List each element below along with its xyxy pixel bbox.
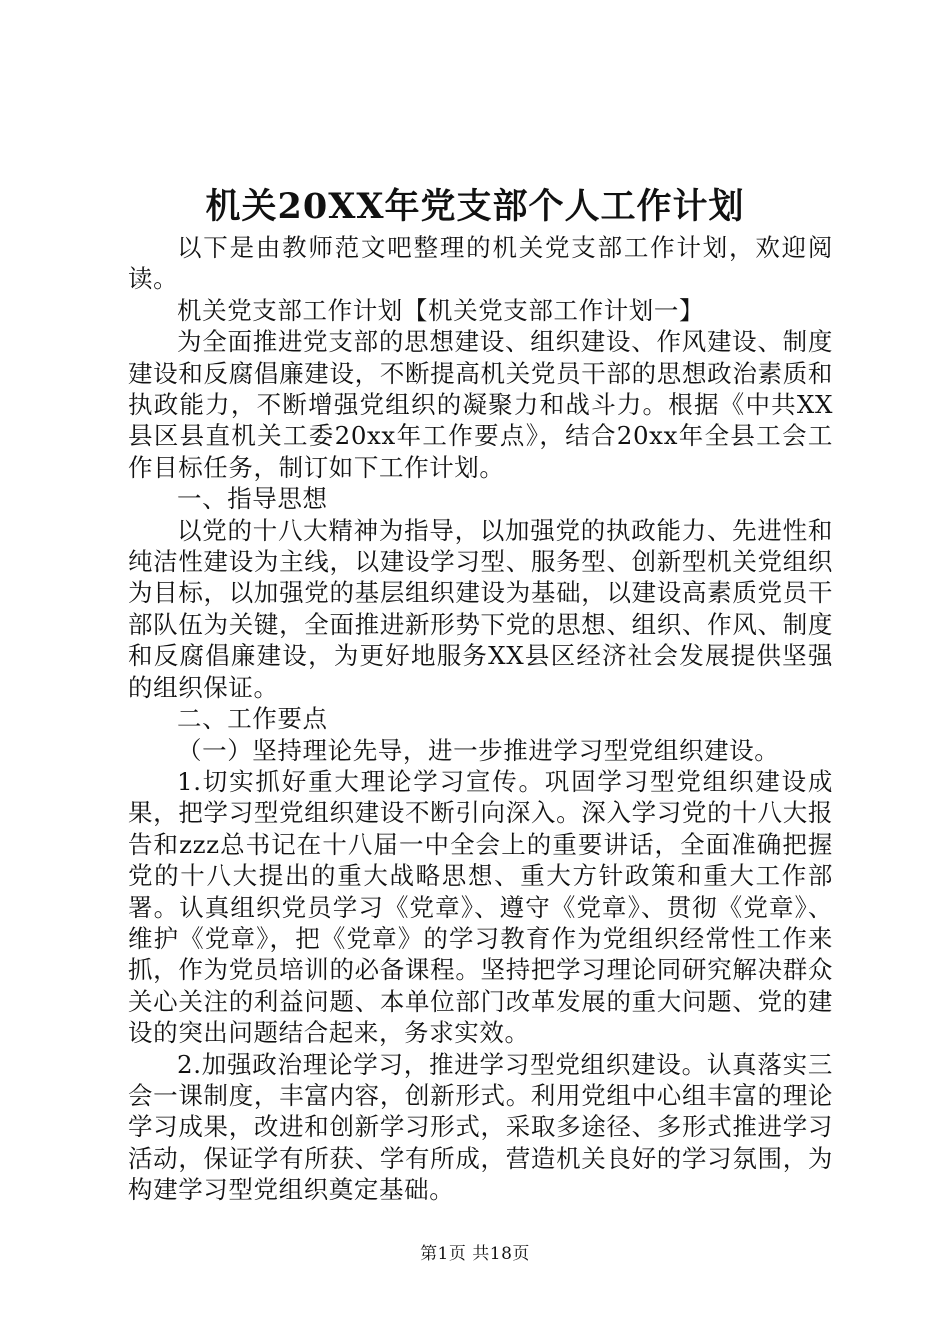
body-paragraph: 以党的十八大精神为指导，以加强党的执政能力、先进性和纯洁性建设为主线，以建设学习型、服务型、创新型机关党组织为目标，以加强党的基层组织建设为基础，以建设高素质党员干部队伍为关键，全面推进新形势下党的思想、组织、作风、制度和反腐倡廉建设，为更好地服务XX县区经济社会发展提供坚强的组织保证。 (128, 515, 833, 702)
body-paragraph: 1.切实抓好重大理论学习宣传。巩固学习型党组织建设成果，把学习型党组织建设不断引向深入。深入学习党的十八大报告和zzz总书记在十八届一中全会上的重要讲话，全面准确把握党的十八大提出的重大战略思想、重大方针政策和重大工作部署。认真组织党员学习《党章》、遵守《党章》、贯彻《党章》、维护《党章》，把《党章》的学习教育作为党组织经常性工作来抓，作为党员培训的必备课程。坚持把学习理论同研究解决群众关心关注的利益问题、本单位部门改革发展的重大问题、党的建设的突出问题结合起来，务求实效。 (128, 766, 833, 1048)
page-footer: 第1页 共18页 (420, 1244, 530, 1264)
document-title: 机关20XX年党支部个人工作计划 (205, 186, 745, 227)
document-body (128, 232, 833, 1206)
intro-paragraph: 以下是由教师范文吧整理的机关党支部工作计划，欢迎阅读。 (128, 233, 833, 294)
section-heading: 一、指导思想 (177, 484, 328, 514)
body-paragraph: 2.加强政治理论学习，推进学习型党组织建设。认真落实三会一课制度，丰富内容，创新形式。利用党组中心组丰富的理论学习成果，改进和创新学习形式，采取多途径、多形式推进学习活动，保证学有所获、学有所成，营造机关良好的学习氛围，为构建学习型党组织奠定基础。 (128, 1049, 833, 1205)
body-paragraph: 为全面推进党支部的思想建设、组织建设、作风建设、制度建设和反腐倡廉建设，不断提高机关党员干部的思想政治素质和执政能力，不断增强党组织的凝聚力和战斗力。根据《中共XX县区县直机关工委20xx年工作要点》，结合20xx年全县工会工作目标任务，制订如下工作计划。 (128, 327, 833, 482)
section-subtitle: 机关党支部工作计划【机关党支部工作计划一】 (177, 295, 705, 325)
subsection-heading: （一）坚持理论先导，进一步推进学习型党组织建设。 (177, 735, 780, 765)
section-heading: 二、工作要点 (177, 704, 328, 734)
